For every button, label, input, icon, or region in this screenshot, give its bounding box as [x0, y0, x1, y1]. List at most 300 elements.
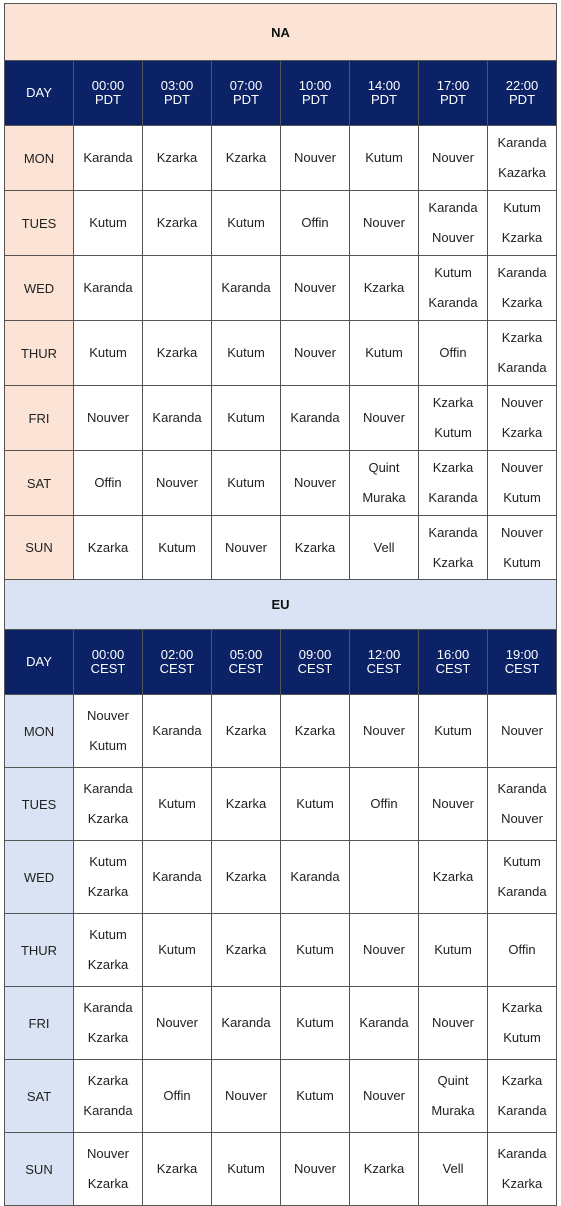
timezone-label: CEST: [159, 661, 195, 676]
eu-header-row: [5, 630, 557, 695]
schedule-cell: [419, 191, 488, 256]
boss-name: Karanda: [290, 410, 340, 425]
day-label: MON: [5, 126, 74, 191]
boss-name: Kutum: [158, 942, 196, 957]
boss-name: Nouver: [294, 345, 336, 360]
timezone-label: CEST: [228, 661, 264, 676]
schedule-cell: [350, 695, 419, 768]
boss-name: Nouver: [501, 395, 543, 410]
boss-name: Kzarka: [87, 1073, 129, 1088]
schedule-cell: [143, 126, 212, 191]
timezone-label: PDT: [509, 92, 536, 107]
schedule-cell: [419, 1133, 488, 1206]
schedule-cell: [419, 516, 488, 580]
boss-name: Kzarka: [87, 957, 129, 972]
eu-title-row: [5, 580, 557, 630]
schedule-cell: [143, 256, 212, 321]
time-column-header: [419, 61, 488, 126]
schedule-cell: [281, 126, 350, 191]
schedule-cell: [419, 914, 488, 987]
schedule-cell: [212, 256, 281, 321]
schedule-cell: [143, 191, 212, 256]
boss-name: Karanda: [83, 1103, 133, 1118]
schedule-cell: [74, 768, 143, 841]
schedule-cell: [350, 126, 419, 191]
boss-name: Karanda: [152, 723, 202, 738]
boss-name: Nouver: [432, 230, 474, 245]
boss-name: Offin: [94, 475, 122, 490]
boss-name: Kazarka: [498, 165, 546, 180]
schedule-cell: [281, 1133, 350, 1206]
time-column-header: [488, 630, 557, 695]
boss-name: Kzarka: [501, 1176, 543, 1191]
boss-name: Nouver: [156, 1015, 198, 1030]
table-row: [5, 191, 557, 256]
day-label: TUES: [5, 191, 74, 256]
boss-name: Muraka: [362, 490, 406, 505]
boss-name: Kutum: [227, 1161, 265, 1176]
boss-name: Kutum: [365, 150, 403, 165]
schedule-cell: [488, 987, 557, 1060]
schedule-cell: [281, 1060, 350, 1133]
time-column-header: [488, 61, 557, 126]
boss-name: Kutum: [89, 215, 127, 230]
schedule-cell: [350, 321, 419, 386]
time-label: 07:00: [229, 78, 263, 93]
boss-name: Nouver: [363, 1088, 405, 1103]
table-row: [5, 256, 557, 321]
boss-name: Karanda: [83, 781, 133, 796]
boss-name: Kzarka: [225, 796, 267, 811]
schedule-cell: [488, 191, 557, 256]
boss-name: Kzarka: [432, 554, 474, 570]
boss-name: Karanda: [428, 295, 478, 310]
time-label: 00:00: [91, 647, 125, 662]
boss-name: Nouver: [363, 723, 405, 738]
time-column-header: [419, 630, 488, 695]
schedule-cell: [488, 695, 557, 768]
boss-name: Kutum: [296, 1015, 334, 1030]
schedule-cell: [350, 191, 419, 256]
schedule-cell: [74, 386, 143, 451]
schedule-cell: [281, 768, 350, 841]
boss-name: Karanda: [428, 524, 478, 540]
boss-name: Kutum: [503, 1030, 541, 1045]
time-label: 00:00: [91, 78, 125, 93]
timezone-label: CEST: [435, 661, 471, 676]
boss-name: Kutum: [503, 200, 541, 215]
boss-name: Vell: [373, 539, 395, 555]
boss-name: Kutum: [296, 1088, 334, 1103]
time-column-header: [74, 630, 143, 695]
schedule-cell: [143, 321, 212, 386]
boss-name: Kzarka: [156, 345, 198, 360]
boss-name: Kzarka: [432, 869, 474, 884]
boss-name: Nouver: [294, 280, 336, 295]
schedule-cell: [488, 386, 557, 451]
boss-name: Karanda: [221, 1015, 271, 1030]
boss-name: Nouver: [363, 215, 405, 230]
table-row: [5, 914, 557, 987]
schedule-cell: [350, 451, 419, 516]
schedule-cell: [488, 768, 557, 841]
boss-name: Karanda: [428, 490, 478, 505]
timezone-label: PDT: [371, 92, 397, 107]
boss-name: Kzarka: [87, 539, 129, 555]
table-row: [5, 386, 557, 451]
boss-name: Kutum: [227, 475, 265, 490]
boss-name: Nouver: [294, 1161, 336, 1176]
schedule-cell: [212, 695, 281, 768]
day-column-header: DAY: [5, 630, 74, 695]
schedule-cell: [350, 516, 419, 580]
schedule-cell: [212, 1060, 281, 1133]
day-label: SUN: [5, 516, 74, 580]
boss-name: Karanda: [152, 869, 202, 884]
time-label: 16:00: [436, 647, 470, 662]
boss-name: Karanda: [83, 280, 133, 295]
schedule-cell: [488, 256, 557, 321]
schedule-cell: [488, 841, 557, 914]
boss-name: Nouver: [363, 942, 405, 957]
boss-name: Kutum: [158, 796, 196, 811]
boss-name: Offin: [439, 345, 467, 360]
boss-name: Kutum: [434, 723, 472, 738]
schedule-cell: [74, 987, 143, 1060]
schedule-cell: [419, 126, 488, 191]
time-column-header: [143, 61, 212, 126]
day-column-header: DAY: [5, 61, 74, 126]
schedule-cell: [212, 126, 281, 191]
schedule-cell: [350, 1133, 419, 1206]
day-label: FRI: [5, 386, 74, 451]
boss-name: Karanda: [290, 869, 340, 884]
boss-name: Kzarka: [501, 1073, 543, 1088]
schedule-cell: [143, 516, 212, 580]
timezone-label: CEST: [297, 661, 333, 676]
boss-name: Karanda: [221, 280, 271, 295]
boss-name: Kutum: [434, 425, 472, 440]
boss-name: Offin: [370, 796, 398, 811]
na-header-row: [5, 61, 557, 126]
boss-name: Karanda: [83, 150, 133, 165]
day-label: THUR: [5, 914, 74, 987]
boss-name: Kzarka: [87, 811, 129, 826]
boss-name: Karanda: [497, 1146, 547, 1161]
schedule-cell: [350, 768, 419, 841]
schedule-cell: [350, 1060, 419, 1133]
time-label: 03:00: [160, 78, 194, 93]
schedule-cell: [350, 987, 419, 1060]
boss-name: Kzarka: [156, 150, 198, 165]
timezone-label: CEST: [504, 661, 540, 676]
table-row: [5, 1133, 557, 1206]
time-label: 05:00: [229, 647, 263, 662]
boss-name: Karanda: [83, 1000, 133, 1015]
schedule-cell: [281, 386, 350, 451]
boss-name: Kzarka: [294, 723, 336, 738]
schedule-cell: [143, 841, 212, 914]
boss-name: Kzarka: [363, 280, 405, 295]
boss-name: Kzarka: [501, 1000, 543, 1015]
day-label: WED: [5, 256, 74, 321]
boss-name: Nouver: [294, 150, 336, 165]
day-label: THUR: [5, 321, 74, 386]
schedule-cell: [74, 191, 143, 256]
boss-name: Karanda: [497, 135, 547, 150]
schedule-cell: [281, 191, 350, 256]
schedule-cell: [350, 386, 419, 451]
schedule-cell: [74, 126, 143, 191]
schedule-cell: [212, 841, 281, 914]
boss-name: Nouver: [432, 796, 474, 811]
boss-name: Kzarka: [501, 230, 543, 245]
time-label: 17:00: [436, 78, 470, 93]
schedule-cell: [350, 256, 419, 321]
boss-name: Nouver: [432, 150, 474, 165]
day-label: FRI: [5, 987, 74, 1060]
boss-name: Nouver: [87, 410, 129, 425]
schedule-cell: [74, 695, 143, 768]
schedule-cell: [143, 914, 212, 987]
schedule-cell: [143, 768, 212, 841]
schedule-cell: [488, 1060, 557, 1133]
boss-name: Kzarka: [501, 425, 543, 440]
schedule-cell: [74, 516, 143, 580]
boss-name: Kutum: [503, 490, 541, 505]
schedule: [4, 3, 557, 1206]
schedule-cell: [74, 914, 143, 987]
boss-name: Kzarka: [156, 1161, 198, 1176]
time-column-header: [350, 61, 419, 126]
time-column-header: [281, 630, 350, 695]
boss-name: Kutum: [434, 942, 472, 957]
boss-name: Kutum: [158, 539, 196, 555]
schedule-cell: [350, 841, 419, 914]
schedule-cell: [419, 256, 488, 321]
day-label: WED: [5, 841, 74, 914]
schedule-cell: [212, 321, 281, 386]
schedule-cell: [212, 386, 281, 451]
schedule-cell: [419, 386, 488, 451]
timezone-label: PDT: [302, 92, 328, 107]
schedule-cell: [488, 516, 557, 580]
day-label: MON: [5, 695, 74, 768]
boss-name: Offin: [301, 215, 329, 230]
timezone-label: PDT: [95, 92, 121, 107]
boss-name: Muraka: [431, 1103, 475, 1118]
schedule-cell: [419, 768, 488, 841]
boss-name: Kzarka: [87, 1176, 129, 1191]
boss-name: Nouver: [225, 1088, 267, 1103]
boss-name: Nouver: [225, 539, 267, 555]
boss-name: Offin: [508, 942, 536, 957]
schedule-cell: [419, 841, 488, 914]
boss-name: Kzarka: [294, 539, 336, 555]
schedule-cell: [74, 321, 143, 386]
schedule-cell: [143, 451, 212, 516]
boss-name: Nouver: [87, 708, 129, 723]
boss-name: Kutum: [434, 265, 472, 280]
table-row: [5, 1060, 557, 1133]
schedule-cell: [419, 987, 488, 1060]
schedule-cell: [143, 386, 212, 451]
schedule-cell: [281, 914, 350, 987]
boss-name: Kutum: [227, 345, 265, 360]
boss-name: Kzarka: [87, 884, 129, 899]
schedule-cell: [74, 1133, 143, 1206]
timezone-label: CEST: [90, 661, 126, 676]
table-row: [5, 768, 557, 841]
schedule-cell: [488, 914, 557, 987]
region-title: EU: [5, 580, 557, 630]
schedule-cell: [281, 987, 350, 1060]
boss-name: Kutum: [503, 854, 541, 869]
schedule-cell: [74, 841, 143, 914]
boss-name: Nouver: [156, 475, 198, 490]
boss-name: Quint: [368, 460, 400, 475]
boss-name: Kzarka: [363, 1161, 405, 1176]
schedule-cell: [488, 451, 557, 516]
schedule-cell: [350, 914, 419, 987]
day-label: SAT: [5, 451, 74, 516]
schedule-cell: [212, 451, 281, 516]
timezone-label: CEST: [366, 661, 402, 676]
boss-name: Kzarka: [225, 869, 267, 884]
boss-name: Nouver: [363, 410, 405, 425]
boss-name: Nouver: [501, 723, 543, 738]
boss-name: Karanda: [497, 781, 547, 796]
time-column-header: [212, 61, 281, 126]
boss-name: Offin: [163, 1088, 191, 1103]
boss-name: Kutum: [89, 854, 127, 869]
boss-name: Kzarka: [501, 330, 543, 345]
table-row: [5, 987, 557, 1060]
boss-name: Kzarka: [501, 295, 543, 310]
boss-name: Nouver: [432, 1015, 474, 1030]
boss-name: Kzarka: [156, 215, 198, 230]
time-column-header: [212, 630, 281, 695]
boss-name: Kutum: [89, 345, 127, 360]
time-label: 10:00: [298, 78, 332, 93]
time-label: 09:00: [298, 647, 332, 662]
boss-name: Kutum: [227, 215, 265, 230]
timezone-label: PDT: [440, 92, 466, 107]
schedule-cell: [488, 321, 557, 386]
schedule-cell: [281, 695, 350, 768]
schedule-cell: [281, 321, 350, 386]
boss-name: Kutum: [296, 942, 334, 957]
schedule-cell: [488, 126, 557, 191]
region-title: NA: [5, 4, 557, 61]
schedule-cell: [419, 695, 488, 768]
time-label: 22:00: [505, 78, 539, 93]
time-label: 19:00: [505, 647, 539, 662]
boss-name: Nouver: [501, 460, 543, 475]
boss-name: Kzarka: [225, 150, 267, 165]
timezone-label: PDT: [233, 92, 259, 107]
schedule-cell: [419, 451, 488, 516]
schedule-cell: [212, 768, 281, 841]
time-column-header: [350, 630, 419, 695]
boss-name: Kutum: [89, 927, 127, 942]
table-row: [5, 321, 557, 386]
schedule-cell: [419, 321, 488, 386]
time-column-header: [143, 630, 212, 695]
schedule-cell: [212, 191, 281, 256]
day-label: SUN: [5, 1133, 74, 1206]
boss-name: Karanda: [497, 265, 547, 280]
table-row: [5, 451, 557, 516]
boss-name: Kzarka: [225, 942, 267, 957]
schedule-cell: [143, 1060, 212, 1133]
boss-name: Vell: [442, 1161, 464, 1176]
boss-name: Kutum: [296, 796, 334, 811]
timezone-label: PDT: [164, 92, 190, 107]
boss-name: Nouver: [501, 811, 543, 826]
schedule-cell: [143, 695, 212, 768]
schedule-cell: [212, 1133, 281, 1206]
time-label: 12:00: [367, 647, 401, 662]
boss-name: Karanda: [428, 200, 478, 215]
boss-name: Karanda: [497, 360, 547, 375]
schedule-cell: [74, 256, 143, 321]
boss-name: Kzarka: [87, 1030, 129, 1045]
schedule-cell: [419, 1060, 488, 1133]
boss-name: Kutum: [503, 554, 541, 570]
time-label: 02:00: [160, 647, 194, 662]
boss-name: Karanda: [359, 1015, 409, 1030]
day-label: SAT: [5, 1060, 74, 1133]
schedule-cell: [143, 1133, 212, 1206]
boss-name: Kutum: [89, 738, 127, 753]
boss-name: Karanda: [497, 1103, 547, 1118]
schedule-cell: [281, 256, 350, 321]
schedule-cell: [74, 451, 143, 516]
schedule-cell: [143, 987, 212, 1060]
boss-name: Nouver: [501, 524, 543, 540]
boss-name: Kzarka: [432, 460, 474, 475]
boss-name: Quint: [437, 1073, 469, 1088]
schedule-cell: [281, 841, 350, 914]
boss-name: Nouver: [87, 1146, 129, 1161]
schedule-cell: [212, 516, 281, 580]
boss-name: Karanda: [152, 410, 202, 425]
schedule-table-na: [4, 3, 557, 580]
time-column-header: [281, 61, 350, 126]
boss-name: Karanda: [497, 884, 547, 899]
boss-name: Kutum: [365, 345, 403, 360]
na-title-row: [5, 4, 557, 61]
boss-name: Kzarka: [432, 395, 474, 410]
table-row: [5, 695, 557, 768]
boss-name: Kzarka: [225, 723, 267, 738]
table-row: [5, 126, 557, 191]
schedule-cell: [212, 987, 281, 1060]
time-column-header: [74, 61, 143, 126]
boss-name: Nouver: [294, 475, 336, 490]
day-label: TUES: [5, 768, 74, 841]
schedule-cell: [281, 516, 350, 580]
schedule-cell: [212, 914, 281, 987]
schedule-cell: [74, 1060, 143, 1133]
boss-name: Kutum: [227, 410, 265, 425]
time-label: 14:00: [367, 78, 401, 93]
table-row: [5, 841, 557, 914]
schedule-cell: [281, 451, 350, 516]
schedule-table-eu: [4, 579, 557, 1206]
schedule-cell: [488, 1133, 557, 1206]
